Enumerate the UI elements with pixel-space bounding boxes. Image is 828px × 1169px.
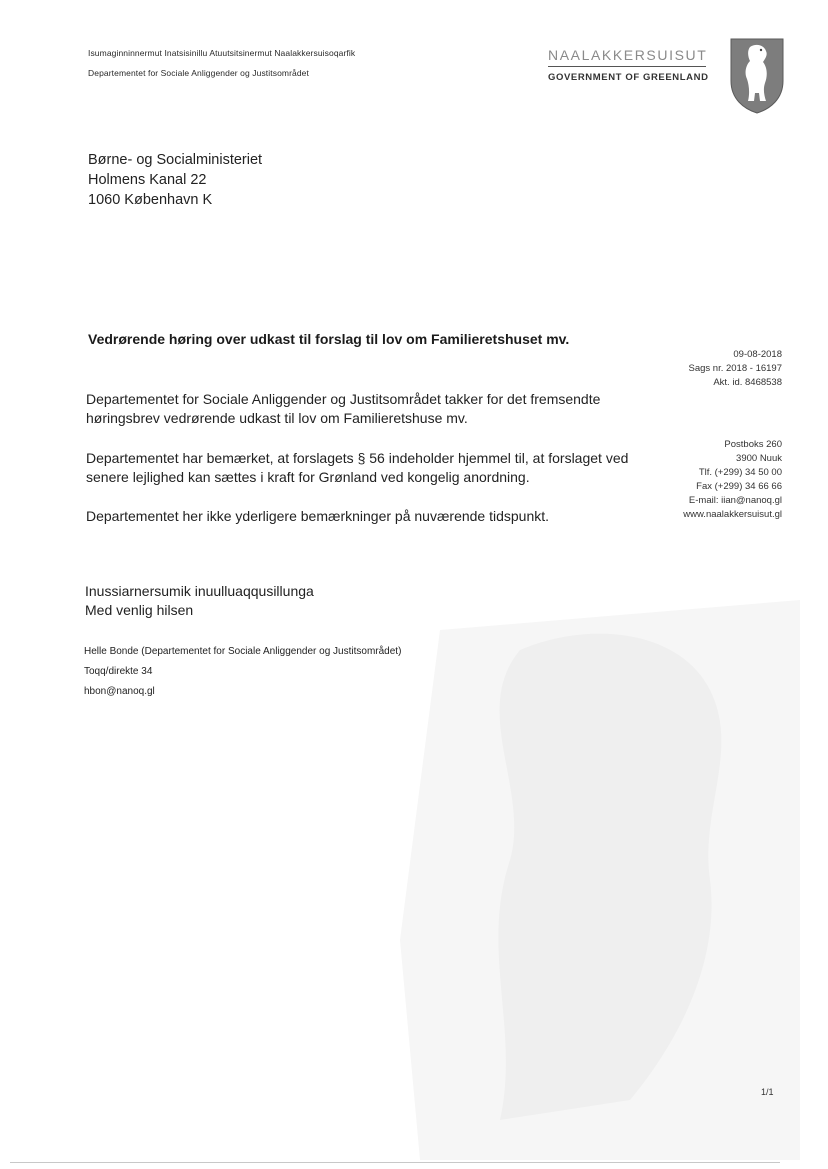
case-meta xyxy=(689,348,783,390)
government-english-name: GOVERNMENT OF GREENLAND xyxy=(548,72,709,83)
polar-bear-coat-of-arms-icon xyxy=(728,35,786,115)
signature-direct-line: Toqq/direkte 34 xyxy=(84,666,153,677)
contact-website: www.naalakkersuisut.gl xyxy=(683,509,782,520)
closing-greenlandic: Inussiarnersumik inuulluaqqusillunga xyxy=(85,583,314,599)
signature-email: hbon@nanoq.gl xyxy=(84,686,155,697)
contact-phone: Tlf. (+299) 34 50 00 xyxy=(698,467,782,478)
contact-po-box: Postboks 260 xyxy=(724,439,782,450)
watermark-emblem-icon xyxy=(380,560,810,1160)
page-bottom-edge xyxy=(10,1162,780,1163)
body-paragraph: Departementet har bemærket, at forslagets § 56 indeholder hjemmel til, at forslaget ved senere lejlighed kan sættes i kraft for Grønland ved kongelig anordning. xyxy=(86,450,629,485)
sender-contact-block xyxy=(683,438,782,522)
contact-city: 3900 Nuuk xyxy=(736,453,782,464)
recipient-city: 1060 København K xyxy=(88,192,213,208)
department-danish-name: Departementet for Sociale Anliggender og Justitsområdet xyxy=(88,68,309,78)
recipient-street: Holmens Kanal 22 xyxy=(88,172,207,188)
recipient-name: Børne- og Socialministeriet xyxy=(88,152,263,168)
government-greenlandic-name: NAALAKKERSUISUT xyxy=(548,47,708,63)
contact-email: E-mail: iian@nanoq.gl xyxy=(688,495,782,506)
case-number: Sags nr. 2018 - 16197 xyxy=(688,363,782,374)
department-greenlandic-name: Isumaginninnermut Inatsisinillu Atuutsitsinermut Naalakkersuisoqarfik xyxy=(88,48,356,58)
body-paragraph: Departementet her ikke yderligere bemærkninger på nuværende tidspunkt. xyxy=(86,508,550,524)
header-divider xyxy=(548,66,706,67)
closing-danish: Med venlig hilsen xyxy=(85,602,194,618)
body-paragraph: Departementet for Sociale Anliggender og Justitsområdet takker for det fremsendte høringsbrev vedrørende udkast til lov om Familieretshuse mv. xyxy=(86,391,601,426)
contact-fax: Fax (+299) 34 66 66 xyxy=(696,481,782,492)
page-number: 1/1 xyxy=(761,1087,774,1097)
letter-subject: Vedrørende høring over udkast til forslag til lov om Familieretshuset mv. xyxy=(88,331,570,347)
letter-date: 09-08-2018 xyxy=(733,349,782,360)
document-id: Akt. id. 8468538 xyxy=(713,377,782,388)
signature-name: Helle Bonde (Departementet for Sociale Anliggender og Justitsområdet) xyxy=(84,646,402,657)
